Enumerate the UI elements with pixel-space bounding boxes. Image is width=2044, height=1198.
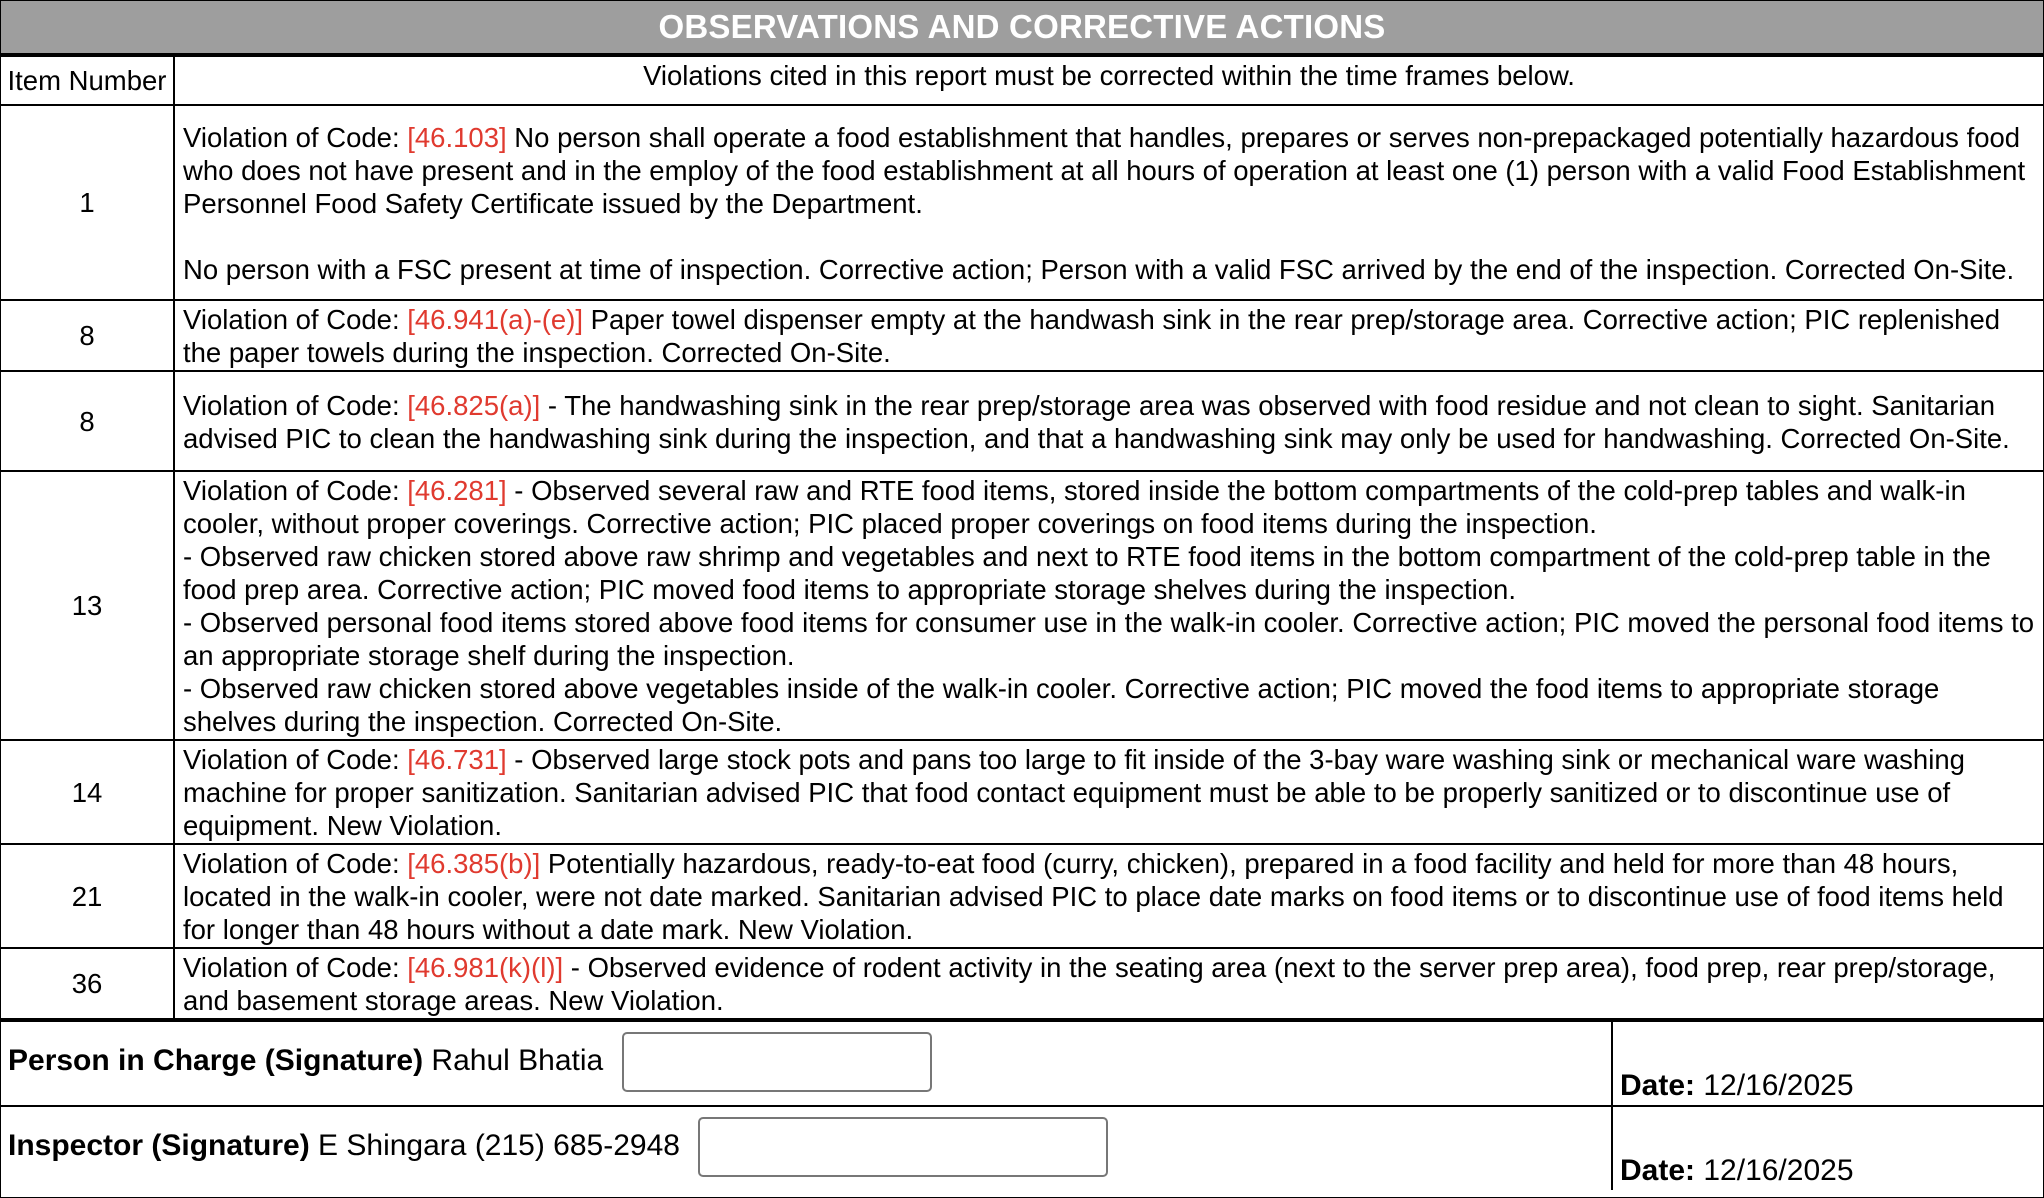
- date-label: Date:: [1620, 1069, 1696, 1102]
- violation-prefix: Violation of Code:: [183, 304, 400, 335]
- item-number: 8: [1, 300, 174, 371]
- violation-text: - Observed large stock pots and pans too large to fit inside of the 3-bay ware washing sink or mechanical ware washing machine for proper sanitization. Sanitarian advised PIC that food contact equipment must be able to be properly sanitized or to discontinue use of equipment. New Violation.: [183, 744, 1965, 841]
- violation-description: [174, 471, 2043, 740]
- date-label: Date:: [1620, 1154, 1696, 1187]
- violation-prefix: Violation of Code:: [183, 744, 400, 775]
- pic-signature-row: [1, 1021, 2043, 1106]
- table-row: [1, 371, 2043, 471]
- signature-table: [1, 1020, 2043, 1190]
- pic-name: Rahul Bhatia: [431, 1043, 604, 1077]
- violation-description: [174, 740, 2043, 844]
- violation-prefix: Violation of Code:: [183, 848, 400, 879]
- violation-prefix: Violation of Code:: [183, 475, 400, 506]
- item-number: 21: [1, 844, 174, 948]
- violation-text: - Observed personal food items stored above food items for consumer use in the walk-in cooler. Corrective action; PIC moved the personal food items to an appropriate storage shelf during the inspection.: [183, 607, 2035, 671]
- violation-text: - Observed several raw and RTE food items, stored inside the bottom compartments of the cold-prep tables and walk-in cooler, without proper coverings. Corrective action; PIC placed proper coverings on food items during the inspection.: [183, 475, 1966, 539]
- violation-text: - The handwashing sink in the rear prep/storage area was observed with food residue and not clean to sight. Sanitarian advised PIC to clean the handwashing sink during the inspection, and that a handwashing sink may only be used for handwashing. Corrected On-Site.: [183, 389, 2010, 454]
- item-number-header: Item Number: [1, 56, 174, 105]
- violation-prefix: Violation of Code:: [183, 121, 400, 153]
- code-reference: [46.385(b)]: [407, 848, 541, 879]
- violation-description: [174, 300, 2043, 371]
- inspector-date-value: 12/16/2025: [1703, 1154, 1854, 1187]
- item-number: 14: [1, 740, 174, 844]
- inspector-signature-row: [1, 1106, 2043, 1190]
- observations-table: [1, 55, 2043, 1020]
- pic-signature-label-group: [8, 1032, 932, 1092]
- item-number: 8: [1, 371, 174, 471]
- code-reference: [46.825(a)]: [407, 389, 541, 421]
- pic-signature-cell: [1, 1021, 1612, 1106]
- table-row: [1, 740, 2043, 844]
- table-row: [1, 948, 2043, 1019]
- violation-text: Potentially hazardous, ready-to-eat food (curry, chicken), prepared in a food facility and held for more than 48 hours, located in the walk-in cooler, were not date marked. Sanitarian advised PIC to place date marks on food items or to discontinue use of food items held for longer than 48 hours without a date mark. New Violation.: [183, 848, 2004, 945]
- item-number: 1: [1, 105, 174, 300]
- violation-text: - Observed raw chicken stored above vegetables inside of the walk-in cooler. Corrective action; PIC moved the food items to appropriate storage shelves during the inspection. Corrected On-Site.: [183, 673, 1940, 737]
- pic-signature-label: Person in Charge (Signature): [8, 1043, 424, 1077]
- item-number: 36: [1, 948, 174, 1019]
- pic-signature-field[interactable]: [622, 1032, 932, 1092]
- inspector-date-cell: [1612, 1106, 2043, 1190]
- inspector-date-group: [1620, 1154, 1854, 1188]
- inspector-name: E Shingara (215) 685-2948: [318, 1128, 680, 1162]
- table-row: [1, 105, 2043, 300]
- code-reference: [46.103]: [407, 121, 507, 153]
- violation-description: [174, 105, 2043, 300]
- code-reference: [46.981(k)(l)]: [407, 952, 564, 983]
- table-row: [1, 300, 2043, 371]
- pic-date-group: [1620, 1069, 1854, 1103]
- pic-date-cell: [1612, 1021, 2043, 1106]
- violation-text: No person with a FSC present at time of inspection. Corrective action; Person with a valid FSC arrived by the end of the inspection. Corrected On-Site.: [183, 253, 2015, 285]
- section-title: OBSERVATIONS AND CORRECTIVE ACTIONS: [1, 1, 2043, 55]
- code-reference: [46.941(a)-(e)]: [407, 304, 584, 335]
- pic-date-value: 12/16/2025: [1703, 1069, 1854, 1102]
- inspector-signature-field[interactable]: [698, 1117, 1108, 1177]
- inspector-signature-cell: [1, 1106, 1612, 1190]
- violation-description: [174, 948, 2043, 1019]
- code-reference: [46.281]: [407, 475, 507, 506]
- violation-prefix: Violation of Code:: [183, 952, 400, 983]
- violation-description: [174, 844, 2043, 948]
- violation-description: [174, 371, 2043, 471]
- violation-text: - Observed raw chicken stored above raw shrimp and vegetables and next to RTE food items in the bottom compartment of the cold-prep table in the food prep area. Corrective action; PIC moved food items to appropriate storage shelves during the inspection.: [183, 541, 1991, 605]
- violation-text: Paper towel dispenser empty at the handwash sink in the rear prep/storage area. Corrective action; PIC replenished the paper towels during the inspection. Corrected On-Site.: [183, 304, 2001, 368]
- table-row: [1, 844, 2043, 948]
- inspector-signature-label-group: [8, 1117, 1108, 1177]
- table-row: [1, 471, 2043, 740]
- violation-text: - Observed evidence of rodent activity in the seating area (next to the server prep area), food prep, rear prep/storage, and basement storage areas. New Violation.: [183, 952, 1996, 1016]
- violation-text: No person shall operate a food establishment that handles, prepares or serves non-prepackaged potentially hazardous food who does not have present and in the employ of the food establishment at all hours of operation at least one (1) person with a valid Food Establishment Personnel Food Safety Certificate issued by the Department.: [183, 121, 2026, 219]
- intro-text: Violations cited in this report must be corrected within the time frames below.: [174, 56, 2043, 105]
- paragraph-gap: [183, 220, 2035, 253]
- inspector-signature-label: Inspector (Signature): [8, 1128, 310, 1162]
- violation-prefix: Violation of Code:: [183, 389, 400, 421]
- code-reference: [46.731]: [407, 744, 507, 775]
- table-header-row: [1, 56, 2043, 105]
- item-number: 13: [1, 471, 174, 740]
